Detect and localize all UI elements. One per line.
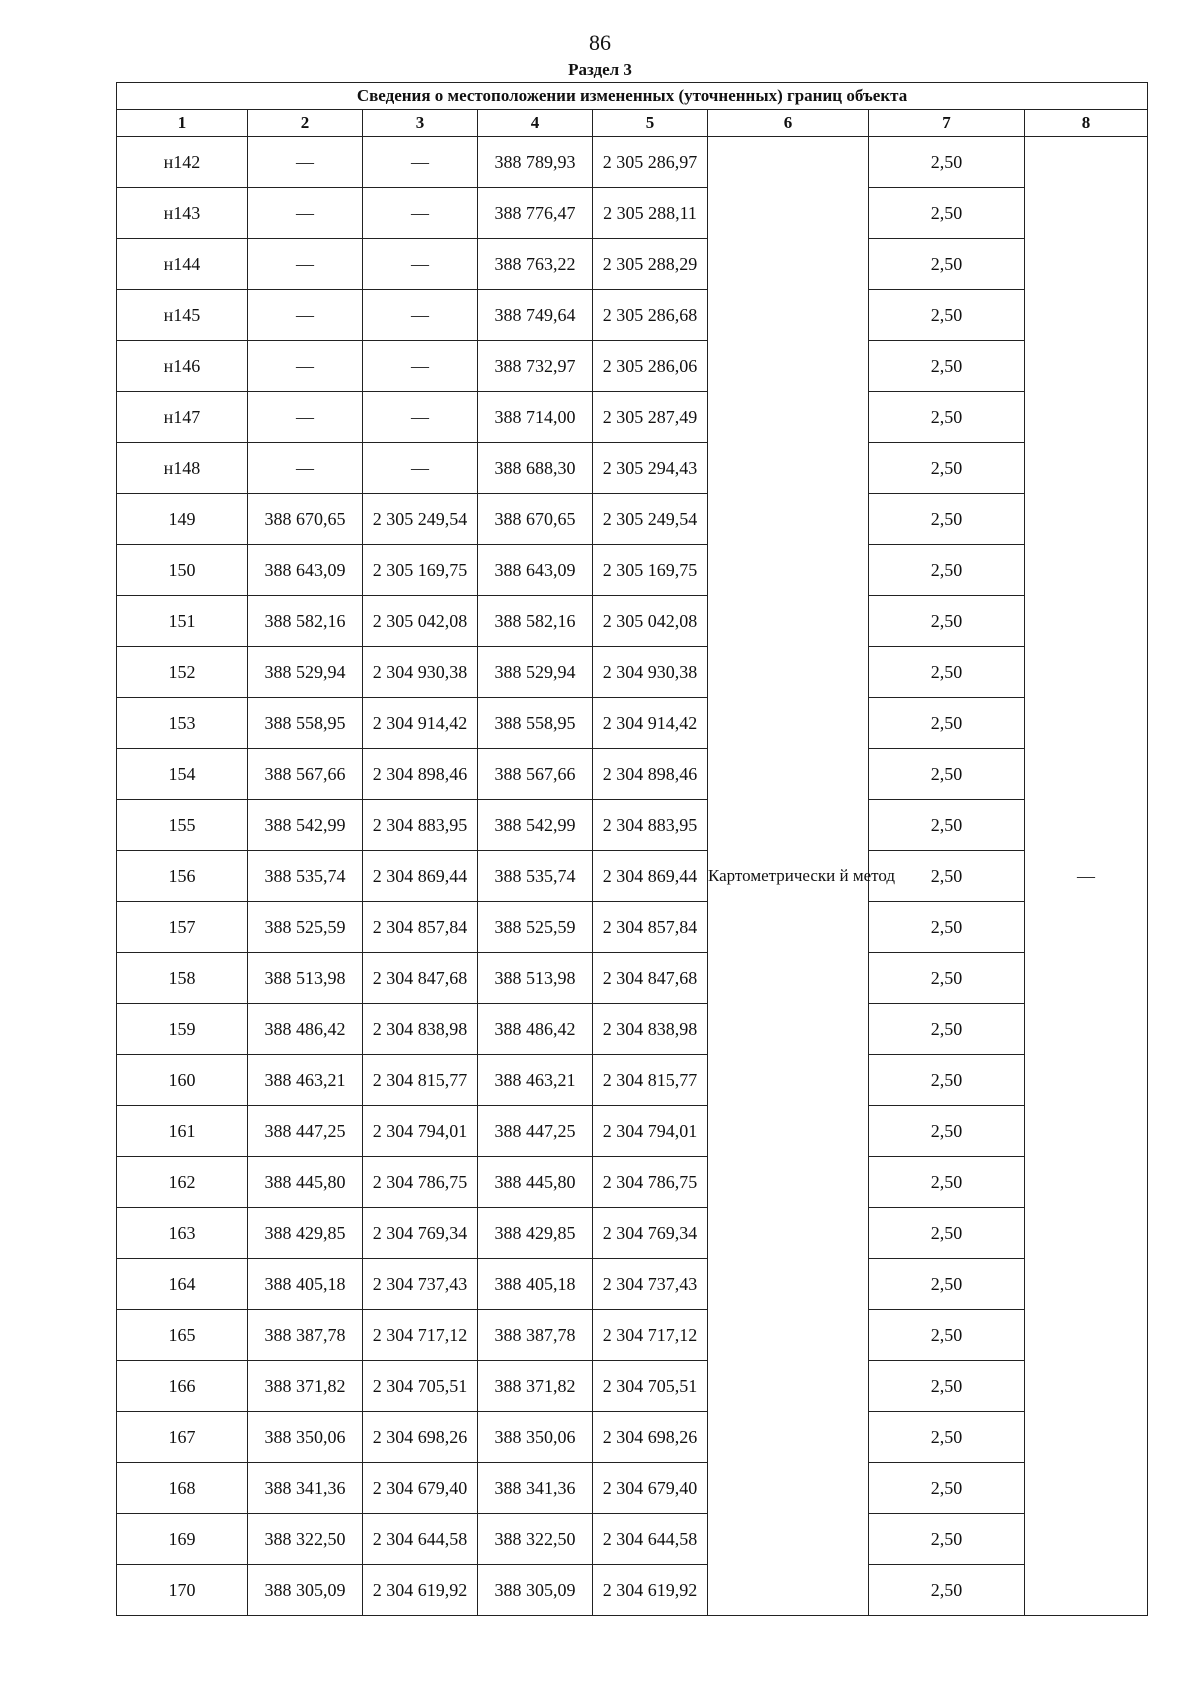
refined-x-cell: 388 535,74 (478, 851, 593, 902)
existing-y-cell: 2 304 838,98 (363, 1004, 478, 1055)
existing-x-cell: — (248, 443, 363, 494)
refined-y-cell: 2 305 169,75 (593, 545, 708, 596)
existing-x-cell: — (248, 392, 363, 443)
existing-y-cell: 2 304 769,34 (363, 1208, 478, 1259)
existing-y-cell: — (363, 341, 478, 392)
point-number-cell: 170 (117, 1565, 248, 1616)
table-row (117, 1514, 1148, 1565)
existing-y-cell: 2 304 847,68 (363, 953, 478, 1004)
refined-x-cell: 388 350,06 (478, 1412, 593, 1463)
refined-x-cell: 388 525,59 (478, 902, 593, 953)
refined-y-cell: 2 304 838,98 (593, 1004, 708, 1055)
accuracy-cell: 2,50 (869, 698, 1025, 749)
point-number-cell: 163 (117, 1208, 248, 1259)
refined-x-cell: 388 688,30 (478, 443, 593, 494)
existing-x-cell: — (248, 290, 363, 341)
refined-y-cell: 2 305 286,06 (593, 341, 708, 392)
existing-x-cell: 388 405,18 (248, 1259, 363, 1310)
existing-x-cell: 388 305,09 (248, 1565, 363, 1616)
refined-x-cell: 388 776,47 (478, 188, 593, 239)
table-row (117, 188, 1148, 239)
table-row (117, 596, 1148, 647)
refined-x-cell: 388 447,25 (478, 1106, 593, 1157)
accuracy-cell: 2,50 (869, 1157, 1025, 1208)
accuracy-cell: 2,50 (869, 1361, 1025, 1412)
accuracy-cell: 2,50 (869, 647, 1025, 698)
existing-x-cell: 388 670,65 (248, 494, 363, 545)
point-number-cell: 153 (117, 698, 248, 749)
table-row (117, 1463, 1148, 1514)
existing-x-cell: 388 445,80 (248, 1157, 363, 1208)
point-number-cell: 167 (117, 1412, 248, 1463)
refined-y-cell: 2 304 769,34 (593, 1208, 708, 1259)
refined-x-cell: 388 558,95 (478, 698, 593, 749)
table-row (117, 1259, 1148, 1310)
existing-y-cell: — (363, 392, 478, 443)
refined-y-cell: 2 304 930,38 (593, 647, 708, 698)
refined-y-cell: 2 304 794,01 (593, 1106, 708, 1157)
existing-y-cell: 2 304 705,51 (363, 1361, 478, 1412)
point-number-cell: н147 (117, 392, 248, 443)
existing-y-cell: — (363, 239, 478, 290)
point-number-cell: н145 (117, 290, 248, 341)
table-row (117, 341, 1148, 392)
existing-y-cell: — (363, 188, 478, 239)
table-row (117, 647, 1148, 698)
method-cell: Картометрически й метод (708, 137, 869, 1616)
refined-x-cell: 388 322,50 (478, 1514, 593, 1565)
point-number-cell: 149 (117, 494, 248, 545)
refined-x-cell: 388 789,93 (478, 137, 593, 188)
accuracy-cell: 2,50 (869, 1055, 1025, 1106)
existing-x-cell: 388 371,82 (248, 1361, 363, 1412)
accuracy-cell: 2,50 (869, 902, 1025, 953)
refined-x-cell: 388 341,36 (478, 1463, 593, 1514)
column-number-row (117, 110, 1148, 137)
point-number-cell: 158 (117, 953, 248, 1004)
point-number-cell: н146 (117, 341, 248, 392)
existing-x-cell: 388 447,25 (248, 1106, 363, 1157)
existing-x-cell: 388 429,85 (248, 1208, 363, 1259)
accuracy-cell: 2,50 (869, 392, 1025, 443)
table-row (117, 392, 1148, 443)
accuracy-cell: 2,50 (869, 1004, 1025, 1055)
refined-x-cell: 388 542,99 (478, 800, 593, 851)
accuracy-cell: 2,50 (869, 1310, 1025, 1361)
table-row (117, 1004, 1148, 1055)
existing-y-cell: 2 304 644,58 (363, 1514, 478, 1565)
accuracy-cell: 2,50 (869, 749, 1025, 800)
point-number-cell: 160 (117, 1055, 248, 1106)
refined-x-cell: 388 582,16 (478, 596, 593, 647)
accuracy-cell: 2,50 (869, 239, 1025, 290)
existing-y-cell: 2 304 930,38 (363, 647, 478, 698)
accuracy-cell: 2,50 (869, 1565, 1025, 1616)
refined-x-cell: 388 429,85 (478, 1208, 593, 1259)
point-number-cell: 150 (117, 545, 248, 596)
column-number: 1 (117, 110, 248, 137)
existing-y-cell: 2 305 249,54 (363, 494, 478, 545)
existing-x-cell: 388 387,78 (248, 1310, 363, 1361)
accuracy-cell: 2,50 (869, 1259, 1025, 1310)
point-number-cell: 165 (117, 1310, 248, 1361)
accuracy-cell: 2,50 (869, 188, 1025, 239)
refined-x-cell: 388 387,78 (478, 1310, 593, 1361)
accuracy-cell: 2,50 (869, 953, 1025, 1004)
existing-y-cell: 2 304 698,26 (363, 1412, 478, 1463)
point-number-cell: 168 (117, 1463, 248, 1514)
refined-y-cell: 2 304 786,75 (593, 1157, 708, 1208)
refined-y-cell: 2 304 869,44 (593, 851, 708, 902)
column-number: 2 (248, 110, 363, 137)
existing-x-cell: 388 350,06 (248, 1412, 363, 1463)
column-number: 7 (869, 110, 1025, 137)
refined-y-cell: 2 305 294,43 (593, 443, 708, 494)
table-row (117, 1412, 1148, 1463)
refined-x-cell: 388 513,98 (478, 953, 593, 1004)
table-row (117, 1310, 1148, 1361)
boundary-coordinates-table (116, 82, 1148, 1616)
accuracy-cell: 2,50 (869, 545, 1025, 596)
existing-y-cell: 2 304 869,44 (363, 851, 478, 902)
point-number-cell: 159 (117, 1004, 248, 1055)
accuracy-cell: 2,50 (869, 1514, 1025, 1565)
accuracy-cell: 2,50 (869, 1106, 1025, 1157)
point-number-cell: 151 (117, 596, 248, 647)
point-number-cell: 161 (117, 1106, 248, 1157)
existing-y-cell: — (363, 290, 478, 341)
table-row (117, 290, 1148, 341)
table-row (117, 494, 1148, 545)
refined-y-cell: 2 304 847,68 (593, 953, 708, 1004)
section-title: Раздел 3 (568, 60, 632, 79)
accuracy-cell: 2,50 (869, 341, 1025, 392)
existing-x-cell: 388 525,59 (248, 902, 363, 953)
accuracy-cell: 2,50 (869, 1463, 1025, 1514)
existing-x-cell: 388 567,66 (248, 749, 363, 800)
refined-x-cell: 388 486,42 (478, 1004, 593, 1055)
point-number-cell: 162 (117, 1157, 248, 1208)
refined-x-cell: 388 763,22 (478, 239, 593, 290)
point-number-cell: н148 (117, 443, 248, 494)
refined-y-cell: 2 304 914,42 (593, 698, 708, 749)
existing-x-cell: — (248, 188, 363, 239)
point-number-cell: 156 (117, 851, 248, 902)
refined-y-cell: 2 304 619,92 (593, 1565, 708, 1616)
accuracy-cell: 2,50 (869, 137, 1025, 188)
refined-x-cell: 388 670,65 (478, 494, 593, 545)
column-number: 8 (1025, 110, 1148, 137)
existing-y-cell: 2 304 914,42 (363, 698, 478, 749)
existing-y-cell: 2 304 815,77 (363, 1055, 478, 1106)
refined-y-cell: 2 305 288,11 (593, 188, 708, 239)
table-row (117, 1055, 1148, 1106)
refined-x-cell: 388 405,18 (478, 1259, 593, 1310)
refined-y-cell: 2 304 857,84 (593, 902, 708, 953)
existing-x-cell: 388 558,95 (248, 698, 363, 749)
existing-y-cell: — (363, 137, 478, 188)
refined-x-cell: 388 567,66 (478, 749, 593, 800)
point-number-cell: 166 (117, 1361, 248, 1412)
column-number: 6 (708, 110, 869, 137)
table-row (117, 800, 1148, 851)
table-caption: Сведения о местоположении измененных (уточненных) границ объекта (117, 83, 1148, 110)
refined-y-cell: 2 305 249,54 (593, 494, 708, 545)
accuracy-cell: 2,50 (869, 596, 1025, 647)
refined-y-cell: 2 304 644,58 (593, 1514, 708, 1565)
table-row (117, 1565, 1148, 1616)
accuracy-cell: 2,50 (869, 1208, 1025, 1259)
refined-x-cell: 388 529,94 (478, 647, 593, 698)
existing-x-cell: 388 513,98 (248, 953, 363, 1004)
point-number-cell: 155 (117, 800, 248, 851)
refined-y-cell: 2 304 679,40 (593, 1463, 708, 1514)
refined-x-cell: 388 643,09 (478, 545, 593, 596)
point-number-cell: 169 (117, 1514, 248, 1565)
table-row (117, 443, 1148, 494)
existing-x-cell: 388 529,94 (248, 647, 363, 698)
existing-y-cell: 2 305 042,08 (363, 596, 478, 647)
accuracy-cell: 2,50 (869, 494, 1025, 545)
refined-y-cell: 2 304 815,77 (593, 1055, 708, 1106)
point-number-cell: н143 (117, 188, 248, 239)
refined-x-cell: 388 463,21 (478, 1055, 593, 1106)
point-number-cell: н142 (117, 137, 248, 188)
existing-x-cell: 388 486,42 (248, 1004, 363, 1055)
refined-x-cell: 388 445,80 (478, 1157, 593, 1208)
table-row (117, 137, 1148, 188)
refined-x-cell: 388 732,97 (478, 341, 593, 392)
refined-x-cell: 388 749,64 (478, 290, 593, 341)
accuracy-cell: 2,50 (869, 443, 1025, 494)
existing-x-cell: 388 643,09 (248, 545, 363, 596)
existing-x-cell: 388 322,50 (248, 1514, 363, 1565)
table-row (117, 1361, 1148, 1412)
refined-y-cell: 2 304 698,26 (593, 1412, 708, 1463)
existing-y-cell: 2 304 717,12 (363, 1310, 478, 1361)
refined-y-cell: 2 305 286,68 (593, 290, 708, 341)
table-row (117, 698, 1148, 749)
table-row (117, 1157, 1148, 1208)
accuracy-cell: 2,50 (869, 1412, 1025, 1463)
refined-x-cell: 388 714,00 (478, 392, 593, 443)
existing-y-cell: 2 304 679,40 (363, 1463, 478, 1514)
refined-y-cell: 2 305 288,29 (593, 239, 708, 290)
existing-y-cell: 2 304 737,43 (363, 1259, 478, 1310)
refined-y-cell: 2 304 717,12 (593, 1310, 708, 1361)
existing-y-cell: 2 304 619,92 (363, 1565, 478, 1616)
existing-x-cell: 388 341,36 (248, 1463, 363, 1514)
existing-x-cell: — (248, 341, 363, 392)
point-number-cell: 157 (117, 902, 248, 953)
point-number-cell: 154 (117, 749, 248, 800)
refined-y-cell: 2 305 042,08 (593, 596, 708, 647)
existing-y-cell: 2 305 169,75 (363, 545, 478, 596)
existing-y-cell: 2 304 898,46 (363, 749, 478, 800)
point-number-cell: 164 (117, 1259, 248, 1310)
accuracy-cell: 2,50 (869, 800, 1025, 851)
accuracy-cell: 2,50 (869, 851, 1025, 902)
existing-x-cell: 388 542,99 (248, 800, 363, 851)
existing-x-cell: 388 535,74 (248, 851, 363, 902)
table-row (117, 902, 1148, 953)
column-number: 5 (593, 110, 708, 137)
existing-x-cell: 388 582,16 (248, 596, 363, 647)
table-row (117, 749, 1148, 800)
table-row (117, 953, 1148, 1004)
table-row (117, 1106, 1148, 1157)
existing-y-cell: — (363, 443, 478, 494)
refined-y-cell: 2 304 883,95 (593, 800, 708, 851)
column-number: 4 (478, 110, 593, 137)
existing-x-cell: 388 463,21 (248, 1055, 363, 1106)
page-number: 86 (589, 30, 611, 55)
description-cell: — (1025, 137, 1148, 1616)
existing-x-cell: — (248, 239, 363, 290)
existing-x-cell: — (248, 137, 363, 188)
refined-y-cell: 2 305 286,97 (593, 137, 708, 188)
table-row (117, 239, 1148, 290)
column-number: 3 (363, 110, 478, 137)
refined-x-cell: 388 371,82 (478, 1361, 593, 1412)
refined-y-cell: 2 304 705,51 (593, 1361, 708, 1412)
existing-y-cell: 2 304 883,95 (363, 800, 478, 851)
accuracy-cell: 2,50 (869, 290, 1025, 341)
refined-x-cell: 388 305,09 (478, 1565, 593, 1616)
refined-y-cell: 2 304 737,43 (593, 1259, 708, 1310)
existing-y-cell: 2 304 857,84 (363, 902, 478, 953)
refined-y-cell: 2 304 898,46 (593, 749, 708, 800)
table-row (117, 1208, 1148, 1259)
table-row (117, 851, 1148, 902)
table-row (117, 545, 1148, 596)
existing-y-cell: 2 304 786,75 (363, 1157, 478, 1208)
existing-y-cell: 2 304 794,01 (363, 1106, 478, 1157)
point-number-cell: н144 (117, 239, 248, 290)
refined-y-cell: 2 305 287,49 (593, 392, 708, 443)
point-number-cell: 152 (117, 647, 248, 698)
